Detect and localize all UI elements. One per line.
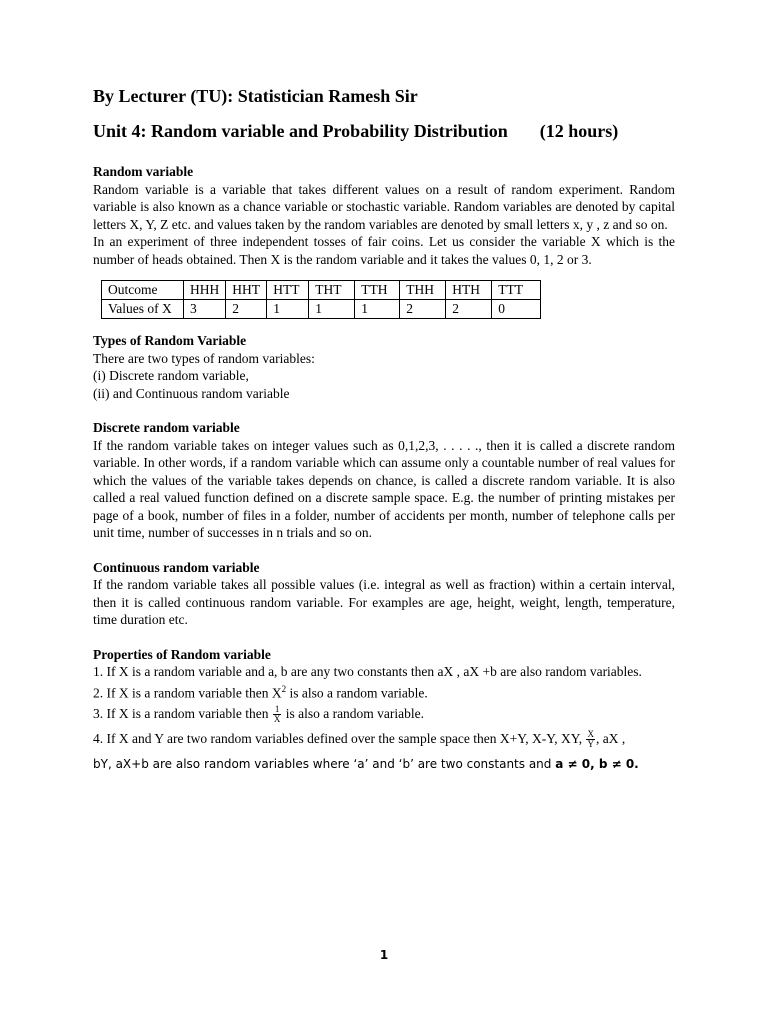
table-cell: THH — [400, 281, 446, 300]
property-2-text: 2. If X is a random variable then X — [93, 685, 282, 700]
fraction-x-over-y — [586, 730, 595, 749]
types-intro: There are two types of random variables: — [93, 350, 315, 366]
table-cell: 2 — [400, 300, 446, 319]
property-3-text-end: is also a random variable. — [282, 705, 425, 721]
fraction-denominator: Y — [587, 739, 594, 750]
property-4-continued — [93, 755, 675, 774]
fraction-numerator: 1 — [274, 703, 280, 714]
superscript-2: 2 — [281, 683, 287, 694]
table-cell: HHT — [226, 281, 267, 300]
table-cell: Outcome — [102, 281, 184, 300]
property-4-condition: a ≠ 0, b ≠ 0. — [555, 757, 639, 772]
table-cell: TTT — [492, 281, 541, 300]
fraction-numerator: X — [587, 729, 594, 740]
table-cell: 2 — [446, 300, 492, 319]
table-cell: 1 — [309, 300, 355, 319]
property-2 — [93, 681, 675, 702]
table-cell: 0 — [492, 300, 541, 319]
types-heading: Types of Random Variable — [93, 333, 247, 348]
table-cell: 3 — [184, 300, 226, 319]
table-row — [102, 300, 541, 319]
types-item-discrete: (i) Discrete random variable, — [93, 368, 249, 383]
fraction-denominator: X — [273, 713, 281, 724]
table-cell: THT — [309, 281, 355, 300]
continuous-heading: Continuous random variable — [93, 559, 260, 575]
random-variable-heading: Random variable — [93, 164, 194, 179]
continuous-paragraph: If the random variable takes all possible values (i.e. integral as well as fraction) within a certain interval, then it is called continuous random variable. For examples are age, height, weight, length, temperature, time duration etc. — [93, 577, 675, 627]
fraction-one-over-x — [273, 705, 282, 724]
property-2-text-end: is also a random variable. — [286, 685, 428, 700]
table-row — [102, 281, 541, 300]
author-line: By Lecturer (TU): Statistician Ramesh Sir — [93, 86, 418, 106]
property-4-continuation: bY, aX+b are also random variables where ‘a’ and ‘b’ are two constants and — [93, 757, 556, 772]
table-cell: HHH — [184, 281, 226, 300]
property-4-text: 4. If X and Y are two random variables defined over the sample space then X+Y, X-Y, XY, — [93, 730, 586, 746]
table-cell: Values of X — [102, 300, 184, 319]
unit-title-text: Unit 4: Random variable and Probability Distribution — [93, 121, 508, 141]
property-4 — [93, 730, 675, 749]
random-variable-example: In an experiment of three independent tosses of fair coins. Let us consider the variable X which is the number of heads obtained. Then X is the random variable and it takes the values 0, 1, 2 or 3. — [93, 234, 675, 267]
properties-heading: Properties of Random variable — [93, 646, 271, 662]
unit-hours: (12 hours) — [539, 121, 619, 141]
types-item-continuous: (ii) and Continuous random variable — [93, 385, 290, 401]
outcomes-table — [101, 280, 541, 319]
property-3 — [93, 705, 675, 724]
table-cell: 1 — [267, 300, 309, 319]
page-number: 1 — [379, 948, 389, 962]
property-4-text-mid: , aX , — [595, 730, 626, 746]
property-1: 1. If X is a random variable and a, b are any two constants then aX , aX +b are also random variables. — [93, 664, 642, 679]
discrete-paragraph: If the random variable takes on integer values such as 0,1,2,3, . . . . ., then it is called a discrete random variable. In other words, if a random variable which can assume only a countable number of real values for which the values of the variable takes depends on chance, is called a discrete random variable. It is also called a real valued function defined on a discrete sample space. E.g. the number of printing mistakes per page of a book, number of files in a folder, number of accidents per month, number of telephone calls per unit time, number of successes in n trials and so on. — [93, 437, 675, 540]
random-variable-definition: Random variable is a variable that takes different values on a result of random experiment. Random variable is also known as a chance variable or stochastic variable. Random variables are denoted by capital letters X, Y, Z etc. and values taken by the random variables are denoted by small letters x, y , z and so on. — [93, 181, 675, 232]
property-3-text: 3. If X is a random variable then — [93, 705, 272, 721]
unit-title — [93, 119, 675, 143]
table-cell: 1 — [355, 300, 400, 319]
table-cell: HTH — [446, 281, 492, 300]
table-cell: 2 — [226, 300, 267, 319]
document-body — [93, 84, 675, 774]
discrete-heading: Discrete random variable — [93, 420, 240, 435]
table-cell: HTT — [267, 281, 309, 300]
table-cell: TTH — [355, 281, 400, 300]
